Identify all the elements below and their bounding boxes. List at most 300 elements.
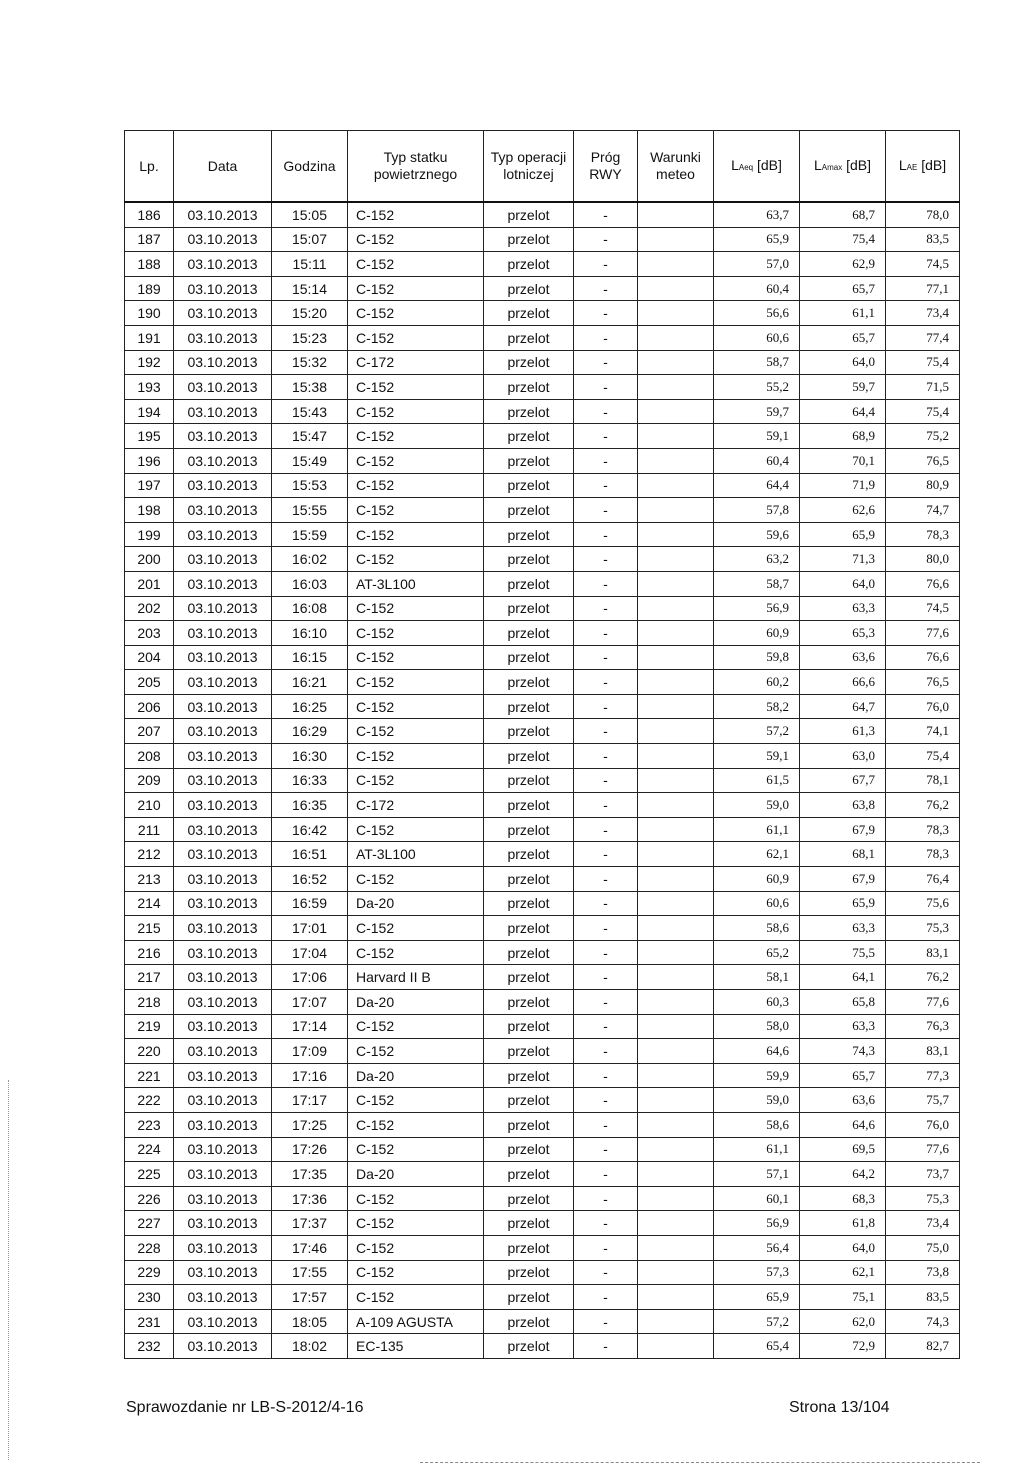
cell-time: 16:35 bbox=[272, 793, 348, 818]
cell-date: 03.10.2013 bbox=[174, 793, 272, 818]
cell-weather bbox=[638, 1162, 714, 1187]
cell-operation-type: przelot bbox=[484, 375, 574, 400]
cell-lae: 73,8 bbox=[886, 1260, 960, 1285]
cell-time: 18:02 bbox=[272, 1334, 348, 1359]
cell-aircraft-type: C-152 bbox=[348, 473, 484, 498]
cell-weather bbox=[638, 916, 714, 941]
cell-lae: 75,4 bbox=[886, 744, 960, 769]
header-lamax-symbol: L bbox=[813, 156, 822, 173]
cell-weather bbox=[638, 301, 714, 326]
cell-runway-threshold: - bbox=[574, 1137, 638, 1162]
cell-lamax: 64,2 bbox=[800, 1162, 886, 1187]
cell-weather bbox=[638, 202, 714, 227]
cell-lae: 78,1 bbox=[886, 768, 960, 793]
cell-operation-type: przelot bbox=[484, 473, 574, 498]
cell-weather bbox=[638, 1039, 714, 1064]
cell-operation-type: przelot bbox=[484, 817, 574, 842]
cell-aircraft-type: C-172 bbox=[348, 793, 484, 818]
cell-weather bbox=[638, 375, 714, 400]
cell-time: 17:14 bbox=[272, 1014, 348, 1039]
cell-lp: 200 bbox=[125, 547, 174, 572]
table-row bbox=[125, 1112, 960, 1137]
cell-time: 17:36 bbox=[272, 1186, 348, 1211]
cell-laeq: 61,1 bbox=[714, 1137, 800, 1162]
cell-lae: 75,7 bbox=[886, 1088, 960, 1113]
table-row bbox=[125, 1334, 960, 1359]
table-row bbox=[125, 990, 960, 1015]
cell-aircraft-type: C-152 bbox=[348, 325, 484, 350]
cell-aircraft-type: C-152 bbox=[348, 1014, 484, 1039]
cell-aircraft-type: C-152 bbox=[348, 916, 484, 941]
cell-runway-threshold: - bbox=[574, 1334, 638, 1359]
cell-lae: 76,6 bbox=[886, 571, 960, 596]
header-time: Godzina bbox=[272, 131, 348, 203]
cell-lp: 213 bbox=[125, 867, 174, 892]
cell-laeq: 56,9 bbox=[714, 596, 800, 621]
cell-weather bbox=[638, 1309, 714, 1334]
cell-operation-type: przelot bbox=[484, 276, 574, 301]
table-row bbox=[125, 448, 960, 473]
cell-lamax: 64,4 bbox=[800, 399, 886, 424]
cell-weather bbox=[638, 719, 714, 744]
table-row bbox=[125, 891, 960, 916]
cell-laeq: 61,5 bbox=[714, 768, 800, 793]
cell-weather bbox=[638, 744, 714, 769]
cell-time: 16:51 bbox=[272, 842, 348, 867]
table-row bbox=[125, 498, 960, 523]
cell-lp: 209 bbox=[125, 768, 174, 793]
cell-lamax: 62,9 bbox=[800, 252, 886, 277]
cell-runway-threshold: - bbox=[574, 940, 638, 965]
cell-runway-threshold: - bbox=[574, 744, 638, 769]
cell-date: 03.10.2013 bbox=[174, 202, 272, 227]
cell-operation-type: przelot bbox=[484, 1063, 574, 1088]
cell-weather bbox=[638, 547, 714, 572]
table-row bbox=[125, 793, 960, 818]
cell-runway-threshold: - bbox=[574, 990, 638, 1015]
cell-runway-threshold: - bbox=[574, 1063, 638, 1088]
cell-lae: 76,5 bbox=[886, 670, 960, 695]
cell-lp: 223 bbox=[125, 1112, 174, 1137]
cell-lae: 76,6 bbox=[886, 645, 960, 670]
cell-time: 17:01 bbox=[272, 916, 348, 941]
cell-laeq: 58,2 bbox=[714, 694, 800, 719]
cell-runway-threshold: - bbox=[574, 670, 638, 695]
header-aircraft-type: Typ statku powietrznego bbox=[348, 131, 484, 203]
cell-lae: 78,3 bbox=[886, 842, 960, 867]
cell-lp: 199 bbox=[125, 522, 174, 547]
cell-time: 16:30 bbox=[272, 744, 348, 769]
cell-lamax: 70,1 bbox=[800, 448, 886, 473]
cell-weather bbox=[638, 498, 714, 523]
header-lae bbox=[886, 131, 960, 203]
cell-lamax: 64,1 bbox=[800, 965, 886, 990]
cell-laeq: 60,9 bbox=[714, 867, 800, 892]
cell-lp: 215 bbox=[125, 916, 174, 941]
header-laeq-symbol: L bbox=[731, 156, 739, 173]
cell-aircraft-type: C-152 bbox=[348, 621, 484, 646]
cell-time: 17:46 bbox=[272, 1235, 348, 1260]
cell-time: 16:08 bbox=[272, 596, 348, 621]
cell-date: 03.10.2013 bbox=[174, 744, 272, 769]
cell-lamax: 68,7 bbox=[800, 202, 886, 227]
cell-time: 15:32 bbox=[272, 350, 348, 375]
cell-aircraft-type: C-152 bbox=[348, 1088, 484, 1113]
cell-operation-type: przelot bbox=[484, 1260, 574, 1285]
cell-lamax: 63,3 bbox=[800, 916, 886, 941]
cell-laeq: 60,3 bbox=[714, 990, 800, 1015]
cell-lp: 189 bbox=[125, 276, 174, 301]
cell-aircraft-type: C-172 bbox=[348, 350, 484, 375]
cell-lamax: 66,6 bbox=[800, 670, 886, 695]
cell-runway-threshold: - bbox=[574, 1039, 638, 1064]
cell-operation-type: przelot bbox=[484, 1137, 574, 1162]
cell-date: 03.10.2013 bbox=[174, 1112, 272, 1137]
table-row bbox=[125, 1285, 960, 1310]
cell-runway-threshold: - bbox=[574, 596, 638, 621]
cell-runway-threshold: - bbox=[574, 252, 638, 277]
table-row bbox=[125, 596, 960, 621]
cell-lamax: 65,7 bbox=[800, 276, 886, 301]
cell-lp: 224 bbox=[125, 1137, 174, 1162]
cell-lp: 187 bbox=[125, 227, 174, 252]
cell-lae: 76,3 bbox=[886, 1014, 960, 1039]
cell-laeq: 56,6 bbox=[714, 301, 800, 326]
cell-laeq: 59,0 bbox=[714, 793, 800, 818]
cell-lamax: 69,5 bbox=[800, 1137, 886, 1162]
cell-date: 03.10.2013 bbox=[174, 1211, 272, 1236]
cell-lamax: 61,3 bbox=[800, 719, 886, 744]
cell-runway-threshold: - bbox=[574, 498, 638, 523]
cell-runway-threshold: - bbox=[574, 817, 638, 842]
cell-time: 17:35 bbox=[272, 1162, 348, 1187]
cell-date: 03.10.2013 bbox=[174, 448, 272, 473]
cell-lae: 75,2 bbox=[886, 424, 960, 449]
cell-laeq: 65,2 bbox=[714, 940, 800, 965]
cell-date: 03.10.2013 bbox=[174, 1260, 272, 1285]
cell-runway-threshold: - bbox=[574, 842, 638, 867]
cell-lamax: 63,3 bbox=[800, 1014, 886, 1039]
table-row bbox=[125, 276, 960, 301]
cell-date: 03.10.2013 bbox=[174, 424, 272, 449]
header-lp: Lp. bbox=[125, 131, 174, 203]
cell-laeq: 62,1 bbox=[714, 842, 800, 867]
cell-operation-type: przelot bbox=[484, 350, 574, 375]
cell-lp: 191 bbox=[125, 325, 174, 350]
cell-date: 03.10.2013 bbox=[174, 990, 272, 1015]
cell-runway-threshold: - bbox=[574, 1285, 638, 1310]
cell-weather bbox=[638, 1334, 714, 1359]
table-row bbox=[125, 301, 960, 326]
cell-laeq: 56,9 bbox=[714, 1211, 800, 1236]
cell-date: 03.10.2013 bbox=[174, 768, 272, 793]
cell-laeq: 60,9 bbox=[714, 621, 800, 646]
cell-lamax: 64,0 bbox=[800, 571, 886, 596]
cell-laeq: 59,7 bbox=[714, 399, 800, 424]
cell-lp: 230 bbox=[125, 1285, 174, 1310]
table-row bbox=[125, 227, 960, 252]
cell-lp: 220 bbox=[125, 1039, 174, 1064]
cell-lp: 214 bbox=[125, 891, 174, 916]
cell-operation-type: przelot bbox=[484, 1334, 574, 1359]
cell-runway-threshold: - bbox=[574, 1235, 638, 1260]
cell-runway-threshold: - bbox=[574, 448, 638, 473]
cell-laeq: 60,4 bbox=[714, 448, 800, 473]
cell-runway-threshold: - bbox=[574, 276, 638, 301]
cell-lamax: 65,8 bbox=[800, 990, 886, 1015]
cell-lamax: 61,8 bbox=[800, 1211, 886, 1236]
cell-lae: 73,4 bbox=[886, 1211, 960, 1236]
cell-date: 03.10.2013 bbox=[174, 301, 272, 326]
cell-date: 03.10.2013 bbox=[174, 375, 272, 400]
header-laeq bbox=[714, 131, 800, 203]
cell-lae: 76,0 bbox=[886, 694, 960, 719]
cell-time: 15:23 bbox=[272, 325, 348, 350]
table-row bbox=[125, 1260, 960, 1285]
cell-runway-threshold: - bbox=[574, 793, 638, 818]
cell-time: 15:14 bbox=[272, 276, 348, 301]
cell-lamax: 65,9 bbox=[800, 522, 886, 547]
cell-operation-type: przelot bbox=[484, 768, 574, 793]
cell-operation-type: przelot bbox=[484, 498, 574, 523]
cell-laeq: 56,4 bbox=[714, 1235, 800, 1260]
cell-lae: 83,1 bbox=[886, 940, 960, 965]
cell-weather bbox=[638, 448, 714, 473]
cell-time: 17:26 bbox=[272, 1137, 348, 1162]
cell-laeq: 57,2 bbox=[714, 719, 800, 744]
cell-weather bbox=[638, 1088, 714, 1113]
cell-date: 03.10.2013 bbox=[174, 940, 272, 965]
cell-lae: 78,3 bbox=[886, 817, 960, 842]
cell-date: 03.10.2013 bbox=[174, 1162, 272, 1187]
cell-operation-type: przelot bbox=[484, 990, 574, 1015]
cell-date: 03.10.2013 bbox=[174, 1285, 272, 1310]
cell-laeq: 57,0 bbox=[714, 252, 800, 277]
cell-runway-threshold: - bbox=[574, 375, 638, 400]
cell-aircraft-type: C-152 bbox=[348, 1039, 484, 1064]
cell-weather bbox=[638, 424, 714, 449]
cell-time: 16:25 bbox=[272, 694, 348, 719]
cell-aircraft-type: C-152 bbox=[348, 867, 484, 892]
table-row bbox=[125, 817, 960, 842]
cell-operation-type: przelot bbox=[484, 940, 574, 965]
bottom-scan-line bbox=[420, 1462, 980, 1463]
cell-laeq: 58,0 bbox=[714, 1014, 800, 1039]
cell-lamax: 75,5 bbox=[800, 940, 886, 965]
table-body bbox=[125, 202, 960, 1358]
cell-operation-type: przelot bbox=[484, 842, 574, 867]
cell-lamax: 71,9 bbox=[800, 473, 886, 498]
cell-runway-threshold: - bbox=[574, 325, 638, 350]
cell-runway-threshold: - bbox=[574, 571, 638, 596]
cell-aircraft-type: C-152 bbox=[348, 1235, 484, 1260]
cell-runway-threshold: - bbox=[574, 1260, 638, 1285]
table-row bbox=[125, 1235, 960, 1260]
cell-weather bbox=[638, 867, 714, 892]
table-row bbox=[125, 842, 960, 867]
cell-aircraft-type: C-152 bbox=[348, 1137, 484, 1162]
table-row bbox=[125, 867, 960, 892]
cell-laeq: 64,6 bbox=[714, 1039, 800, 1064]
cell-operation-type: przelot bbox=[484, 227, 574, 252]
cell-operation-type: przelot bbox=[484, 424, 574, 449]
header-weather: Warunki meteo bbox=[638, 131, 714, 203]
cell-lamax: 72,9 bbox=[800, 1334, 886, 1359]
cell-weather bbox=[638, 1235, 714, 1260]
cell-lamax: 74,3 bbox=[800, 1039, 886, 1064]
cell-lamax: 63,3 bbox=[800, 596, 886, 621]
cell-time: 17:07 bbox=[272, 990, 348, 1015]
report-number: Sprawozdanie nr LB-S-2012/4-16 bbox=[126, 1399, 364, 1416]
table-row bbox=[125, 1162, 960, 1187]
cell-runway-threshold: - bbox=[574, 621, 638, 646]
cell-operation-type: przelot bbox=[484, 965, 574, 990]
cell-runway-threshold: - bbox=[574, 645, 638, 670]
cell-lamax: 64,7 bbox=[800, 694, 886, 719]
cell-aircraft-type: C-152 bbox=[348, 227, 484, 252]
cell-laeq: 58,7 bbox=[714, 350, 800, 375]
cell-lae: 74,1 bbox=[886, 719, 960, 744]
cell-lamax: 59,7 bbox=[800, 375, 886, 400]
cell-operation-type: przelot bbox=[484, 1088, 574, 1113]
cell-lp: 206 bbox=[125, 694, 174, 719]
cell-operation-type: przelot bbox=[484, 670, 574, 695]
header-lamax-unit: [dB] bbox=[842, 156, 872, 173]
cell-date: 03.10.2013 bbox=[174, 916, 272, 941]
cell-weather bbox=[638, 1260, 714, 1285]
cell-date: 03.10.2013 bbox=[174, 252, 272, 277]
cell-operation-type: przelot bbox=[484, 621, 574, 646]
table-row bbox=[125, 375, 960, 400]
cell-date: 03.10.2013 bbox=[174, 670, 272, 695]
cell-lae: 77,6 bbox=[886, 621, 960, 646]
cell-lamax: 63,6 bbox=[800, 1088, 886, 1113]
cell-lp: 221 bbox=[125, 1063, 174, 1088]
cell-time: 16:10 bbox=[272, 621, 348, 646]
cell-date: 03.10.2013 bbox=[174, 965, 272, 990]
table-header bbox=[125, 131, 960, 203]
cell-operation-type: przelot bbox=[484, 571, 574, 596]
cell-laeq: 60,6 bbox=[714, 891, 800, 916]
cell-lp: 190 bbox=[125, 301, 174, 326]
cell-lp: 227 bbox=[125, 1211, 174, 1236]
header-lamax bbox=[800, 131, 886, 203]
cell-lae: 75,4 bbox=[886, 350, 960, 375]
cell-operation-type: przelot bbox=[484, 1309, 574, 1334]
cell-runway-threshold: - bbox=[574, 522, 638, 547]
cell-date: 03.10.2013 bbox=[174, 276, 272, 301]
cell-weather bbox=[638, 1285, 714, 1310]
cell-laeq: 65,9 bbox=[714, 1285, 800, 1310]
cell-runway-threshold: - bbox=[574, 768, 638, 793]
cell-lae: 77,6 bbox=[886, 990, 960, 1015]
cell-time: 17:16 bbox=[272, 1063, 348, 1088]
cell-operation-type: przelot bbox=[484, 1211, 574, 1236]
cell-runway-threshold: - bbox=[574, 301, 638, 326]
cell-date: 03.10.2013 bbox=[174, 1039, 272, 1064]
cell-time: 18:05 bbox=[272, 1309, 348, 1334]
cell-operation-type: przelot bbox=[484, 1285, 574, 1310]
cell-laeq: 60,4 bbox=[714, 276, 800, 301]
noise-measurement-table bbox=[124, 130, 960, 1359]
cell-lamax: 62,1 bbox=[800, 1260, 886, 1285]
cell-aircraft-type: C-152 bbox=[348, 498, 484, 523]
cell-runway-threshold: - bbox=[574, 424, 638, 449]
cell-time: 16:52 bbox=[272, 867, 348, 892]
cell-operation-type: przelot bbox=[484, 399, 574, 424]
cell-aircraft-type: Da-20 bbox=[348, 990, 484, 1015]
cell-lamax: 61,1 bbox=[800, 301, 886, 326]
cell-weather bbox=[638, 940, 714, 965]
cell-weather bbox=[638, 276, 714, 301]
cell-time: 15:47 bbox=[272, 424, 348, 449]
table-row bbox=[125, 522, 960, 547]
table-row bbox=[125, 1186, 960, 1211]
cell-operation-type: przelot bbox=[484, 867, 574, 892]
cell-lp: 192 bbox=[125, 350, 174, 375]
cell-operation-type: przelot bbox=[484, 522, 574, 547]
cell-lae: 77,4 bbox=[886, 325, 960, 350]
cell-lamax: 64,6 bbox=[800, 1112, 886, 1137]
cell-weather bbox=[638, 399, 714, 424]
cell-date: 03.10.2013 bbox=[174, 1137, 272, 1162]
cell-aircraft-type: C-152 bbox=[348, 645, 484, 670]
cell-weather bbox=[638, 325, 714, 350]
cell-weather bbox=[638, 990, 714, 1015]
cell-lamax: 63,6 bbox=[800, 645, 886, 670]
cell-laeq: 59,8 bbox=[714, 645, 800, 670]
cell-aircraft-type: C-152 bbox=[348, 399, 484, 424]
cell-operation-type: przelot bbox=[484, 744, 574, 769]
cell-aircraft-type: C-152 bbox=[348, 547, 484, 572]
cell-time: 15:43 bbox=[272, 399, 348, 424]
cell-time: 17:37 bbox=[272, 1211, 348, 1236]
cell-lae: 77,1 bbox=[886, 276, 960, 301]
cell-lae: 73,4 bbox=[886, 301, 960, 326]
cell-lamax: 65,3 bbox=[800, 621, 886, 646]
cell-weather bbox=[638, 1112, 714, 1137]
cell-lae: 75,3 bbox=[886, 916, 960, 941]
cell-laeq: 63,7 bbox=[714, 202, 800, 227]
cell-operation-type: przelot bbox=[484, 645, 574, 670]
cell-runway-threshold: - bbox=[574, 719, 638, 744]
cell-operation-type: przelot bbox=[484, 301, 574, 326]
cell-weather bbox=[638, 793, 714, 818]
cell-lp: 195 bbox=[125, 424, 174, 449]
cell-weather bbox=[638, 670, 714, 695]
cell-lamax: 67,9 bbox=[800, 867, 886, 892]
cell-laeq: 65,4 bbox=[714, 1334, 800, 1359]
cell-lamax: 64,0 bbox=[800, 350, 886, 375]
cell-time: 15:11 bbox=[272, 252, 348, 277]
cell-aircraft-type: C-152 bbox=[348, 817, 484, 842]
table-row bbox=[125, 1014, 960, 1039]
cell-lae: 73,7 bbox=[886, 1162, 960, 1187]
cell-lae: 76,2 bbox=[886, 965, 960, 990]
cell-lp: 196 bbox=[125, 448, 174, 473]
cell-time: 17:55 bbox=[272, 1260, 348, 1285]
table-row bbox=[125, 325, 960, 350]
cell-lp: 229 bbox=[125, 1260, 174, 1285]
cell-operation-type: przelot bbox=[484, 891, 574, 916]
cell-lp: 193 bbox=[125, 375, 174, 400]
cell-laeq: 60,1 bbox=[714, 1186, 800, 1211]
cell-runway-threshold: - bbox=[574, 867, 638, 892]
cell-lae: 83,5 bbox=[886, 227, 960, 252]
cell-lamax: 68,3 bbox=[800, 1186, 886, 1211]
cell-lae: 78,0 bbox=[886, 202, 960, 227]
cell-aircraft-type: C-152 bbox=[348, 744, 484, 769]
